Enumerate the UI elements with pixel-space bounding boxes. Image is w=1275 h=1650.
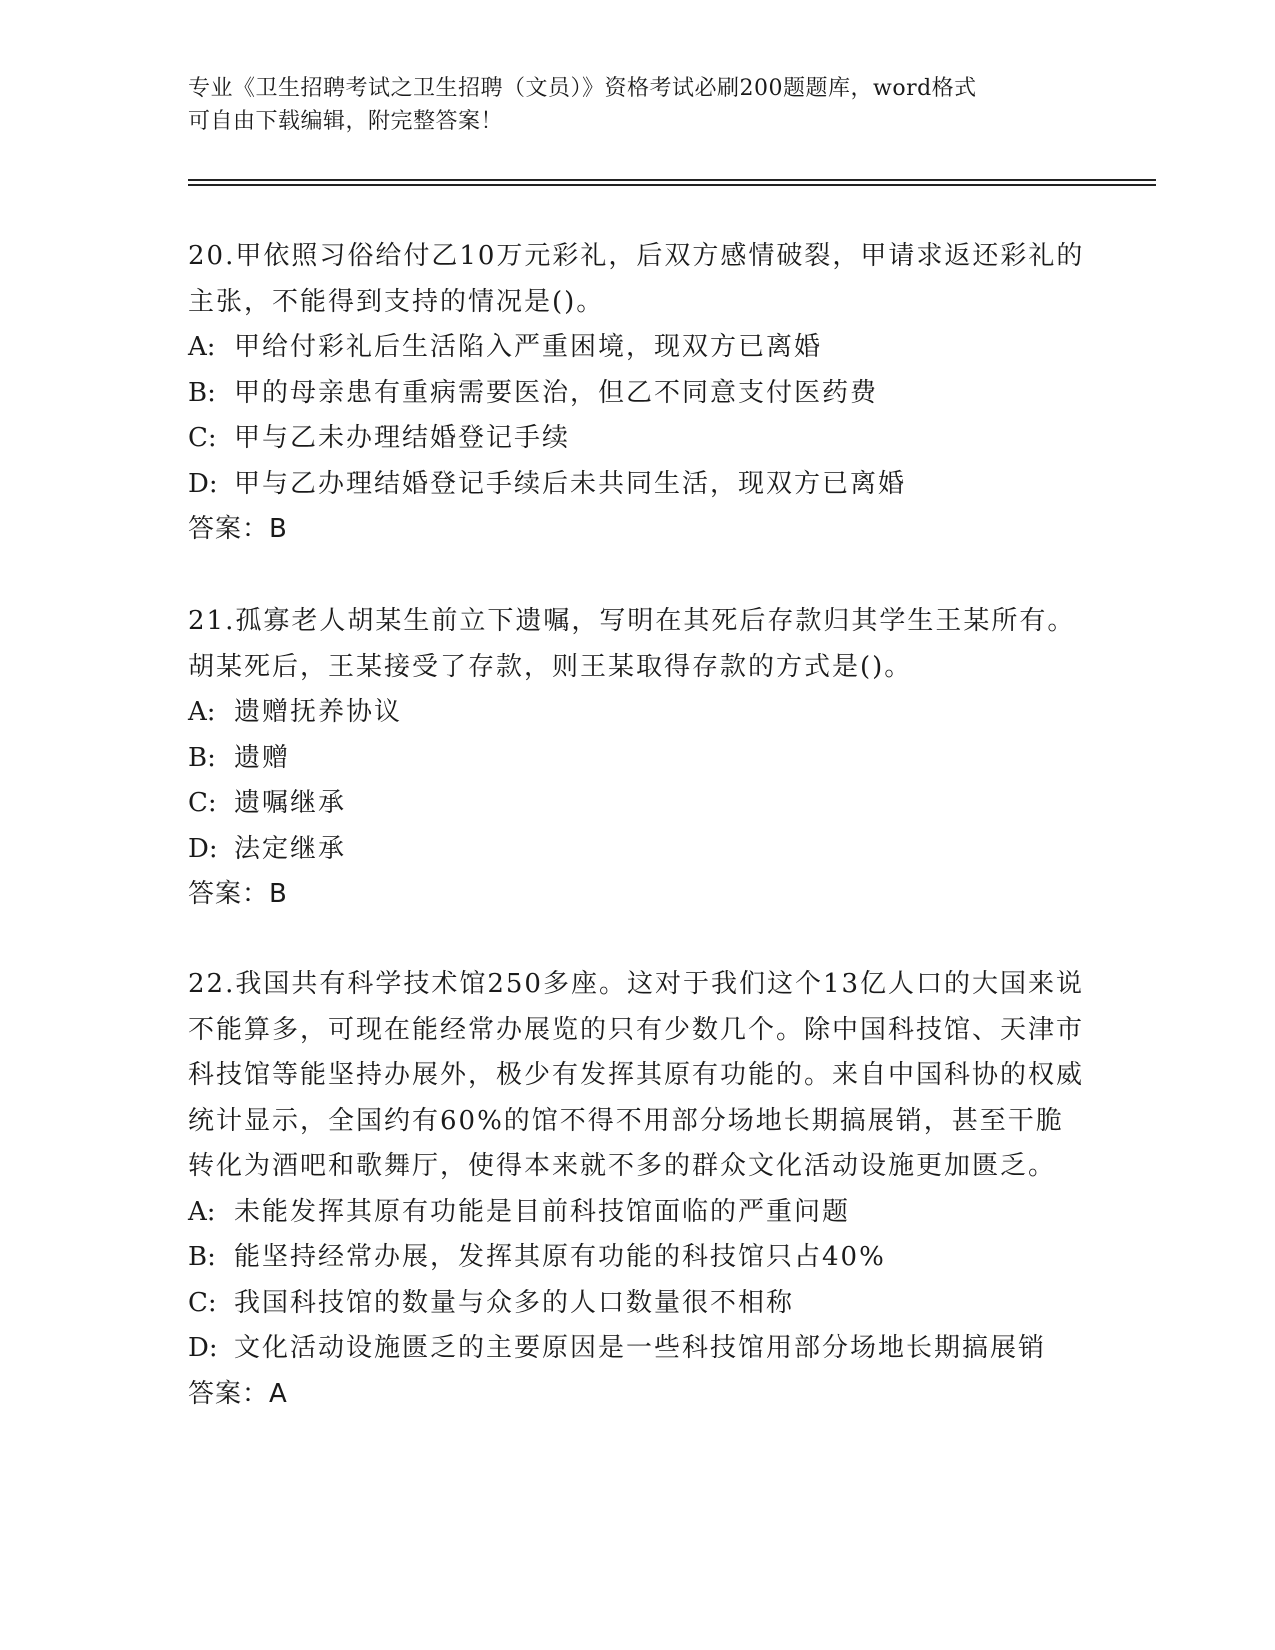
option-text: 未能发挥其原有功能是目前科技馆面临的严重问题 bbox=[234, 1196, 851, 1227]
option-letter: C: bbox=[188, 423, 217, 453]
option-letter: B: bbox=[188, 742, 216, 773]
question-stem: 20.甲依照习俗给付乙10万元彩礼，后双方感情破裂，甲请求返还彩礼的主张，不能得到支持的情况是()。 bbox=[188, 241, 1085, 317]
option-a bbox=[188, 325, 1088, 371]
answer-line: 答案：B bbox=[188, 514, 288, 544]
option-text: 我国科技馆的数量与众多的人口数量很不相称 bbox=[234, 1287, 795, 1318]
option-letter: C: bbox=[188, 788, 217, 818]
option-letter: D: bbox=[188, 833, 218, 864]
document-header: 专业《卫生招聘考试之卫生招聘（文员）》资格考试必刷200题题库，word格式 可自由下载编辑，附完整答案！ bbox=[188, 76, 977, 134]
option-c bbox=[188, 1281, 1088, 1327]
option-d bbox=[188, 462, 1088, 508]
option-letter: D: bbox=[188, 1333, 218, 1363]
option-text: 遗嘱继承 bbox=[234, 788, 347, 818]
option-text: 文化活动设施匮乏的主要原因是一些科技馆用部分场地长期搞展销 bbox=[234, 1333, 1047, 1363]
option-text: 甲给付彩礼后生活陷入严重困境，现双方已离婚 bbox=[234, 332, 823, 362]
option-letter: B: bbox=[188, 1242, 216, 1272]
option-text: 法定继承 bbox=[234, 833, 347, 864]
option-letter: C: bbox=[188, 1287, 217, 1318]
option-b bbox=[188, 1235, 1088, 1281]
option-b bbox=[188, 371, 1088, 417]
question-stem: 22.我国共有科学技术馆250多座。这对于我们这个13亿人口的大国来说不能算多，可现在能经常办展览的只有少数几个。除中国科技馆、天津市科技馆等能坚持办展外，极少有发挥其原有功能的。来自中国科协的权威统计显示，全国约有60%的馆不得不用部分场地长期搞展销，甚至干脆转化为酒吧和歌舞厅，使得本来就不多的群众文化活动设施更加匮乏。 bbox=[188, 969, 1085, 1181]
option-d bbox=[188, 827, 1088, 873]
option-text: 甲与乙未办理结婚登记手续 bbox=[234, 423, 571, 453]
option-letter: D: bbox=[188, 468, 218, 499]
option-text: 能坚持经常办展，发挥其原有功能的科技馆只占40% bbox=[234, 1242, 886, 1272]
option-text: 甲与乙办理结婚登记手续后未共同生活，现双方已离婚 bbox=[234, 468, 907, 499]
option-text: 遗赠 bbox=[234, 742, 291, 773]
option-c bbox=[188, 416, 1088, 462]
question-stem: 21.孤寡老人胡某生前立下遗嘱，写明在其死后存款归其学生王某所有。胡某死后，王某接受了存款，则王某取得存款的方式是()。 bbox=[188, 606, 1076, 682]
option-letter: A: bbox=[188, 1196, 216, 1227]
option-letter: B: bbox=[188, 377, 216, 408]
option-letter: A: bbox=[188, 697, 216, 727]
answer-line: 答案：B bbox=[188, 879, 288, 909]
option-c bbox=[188, 781, 1088, 827]
option-a bbox=[188, 690, 1088, 736]
option-text: 甲的母亲患有重病需要医治，但乙不同意支付医药费 bbox=[234, 377, 879, 408]
question-21 bbox=[188, 599, 1088, 918]
header-divider-bottom bbox=[188, 184, 1156, 186]
option-a bbox=[188, 1190, 1088, 1236]
answer-line: 答案：A bbox=[188, 1378, 288, 1409]
question-22 bbox=[188, 962, 1088, 1417]
option-text: 遗赠抚养协议 bbox=[234, 697, 403, 727]
option-b bbox=[188, 736, 1088, 782]
question-20 bbox=[188, 234, 1088, 553]
option-letter: A: bbox=[188, 332, 216, 362]
header-divider-top bbox=[188, 179, 1156, 181]
option-d bbox=[188, 1326, 1088, 1372]
